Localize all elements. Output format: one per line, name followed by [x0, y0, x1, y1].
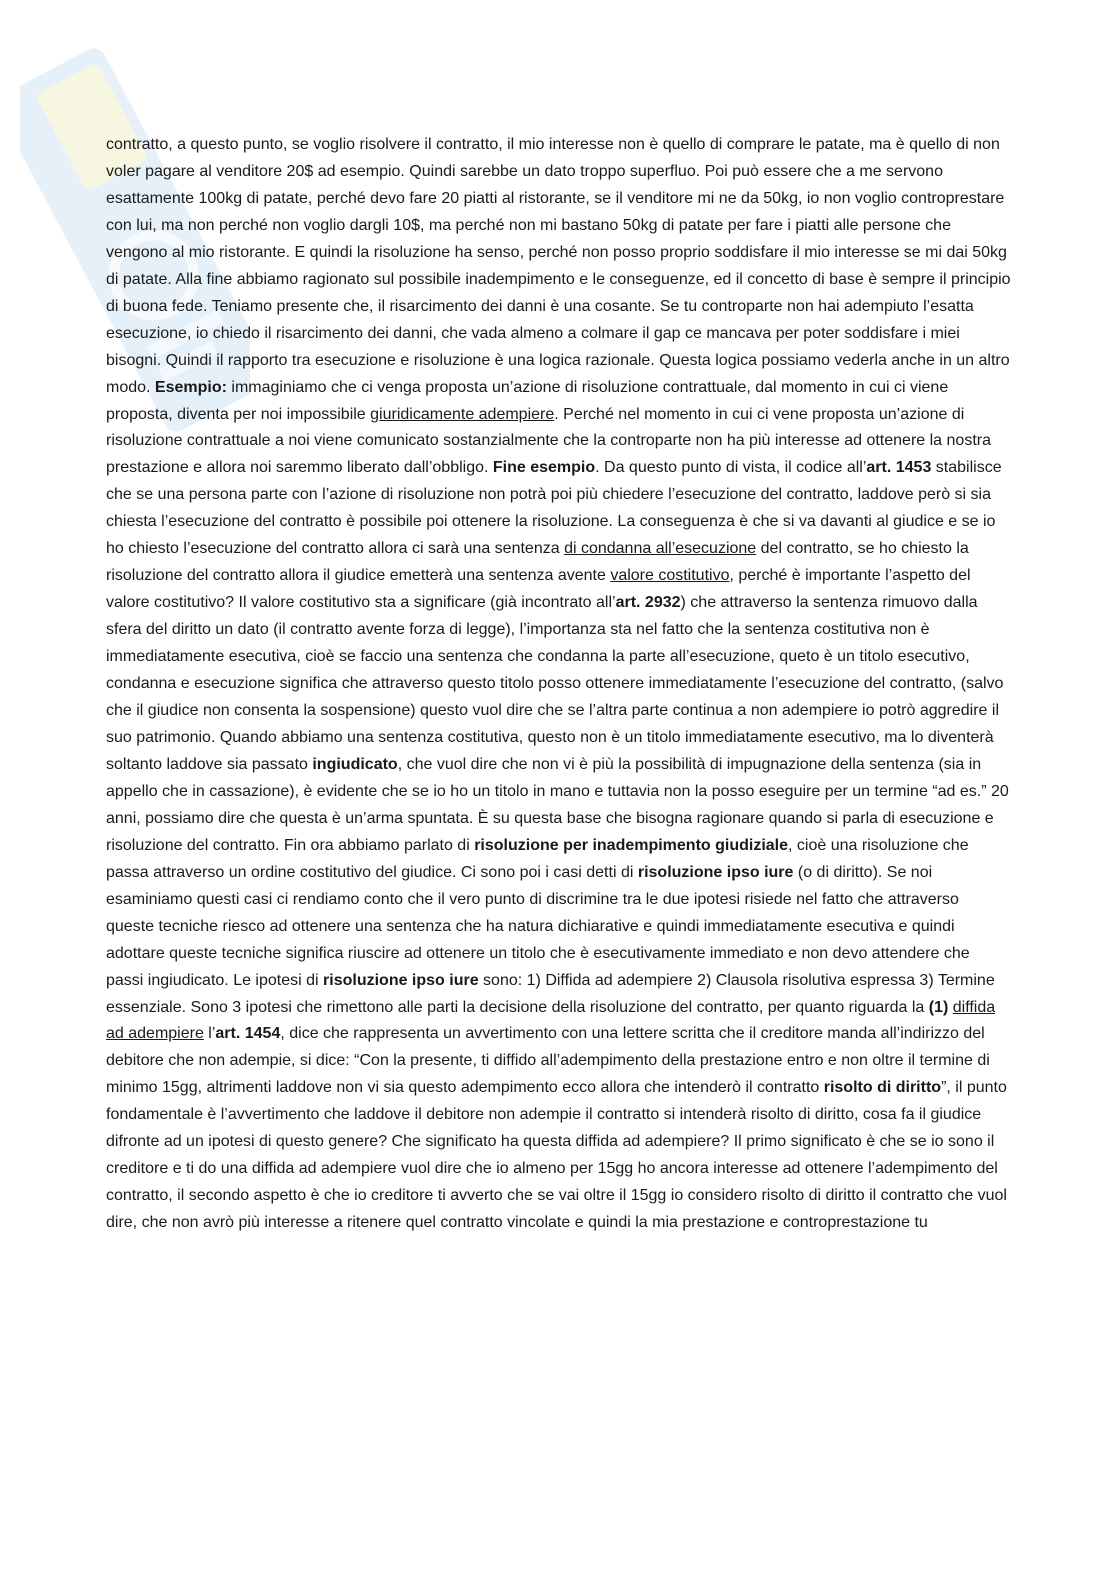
- text-run: l’: [203, 1025, 216, 1043]
- underlined-text: diffida ad adempiere: [106, 998, 996, 1043]
- bold-text: risoluzione per inadempimento giudiziale: [474, 836, 789, 854]
- bold-text: risoluzione ipso iure: [323, 971, 479, 989]
- bold-text: risoluzione ipso iure: [637, 863, 794, 881]
- bold-text: ingiudicato: [312, 755, 398, 773]
- bold-text: art. 2932: [615, 594, 681, 612]
- underlined-text: di condanna all’esecuzione: [564, 540, 757, 558]
- text-run: , perché è importante l’aspetto del valore costitutivo? Il valore costitutivo sta a significare (già incontrato all’: [106, 567, 971, 612]
- text-run: , dice che rappresenta un avvertimento con una lettere scritta che il creditore manda all’indirizzo del debitore che non adempie, si dice: “Con la presente, ti diffido all’adempimento della prestazione entro e non oltre il termine di minimo 15gg, altrimenti laddove non vi sia questo adempimento ecco allora che intenderò il contratto: [106, 1025, 990, 1097]
- bold-text: art. 1454: [215, 1025, 281, 1043]
- underlined-text: valore costitutivo: [610, 567, 730, 585]
- bold-text: Fine esempio: [492, 459, 596, 477]
- bold-text: Esempio:: [154, 378, 227, 396]
- text-run: , che vuol dire che non vi è più la possibilità di impugnazione della sentenza (sia in appello che in cassazione), è evidente che se io ho un titolo in mano e tuttavia non la posso eseguire per un termine “ad es.” 20 anni, possiamo dire che questa è un’arma spuntata. È su questa base che bisogna ragionare quando si parla di esecuzione e risoluzione del contratto. Fin ora abbiamo parlato di: [106, 755, 1009, 854]
- bold-text: (1): [928, 998, 949, 1016]
- text-run: del contratto, se ho chiesto la risoluzione del contratto allora il giudice emetterà una sentenza avente: [106, 540, 969, 585]
- body-paragraph: [106, 132, 1011, 1237]
- underlined-text: giuridicamente adempiere: [370, 405, 555, 423]
- text-run: ”, il punto fondamentale è l’avvertimento che laddove il debitore non adempie il contratto si intenderà risolto di diritto, cosa fa il giudice difronte ad un ipotesi di questo genere? Che significato ha questa diffida ad adempiere? Il primo significato è che se io sono il creditore e ti do una diffida ad adempiere vuol dire che io almeno per 15gg ho ancora interesse ad ottenere l’adempimento del contratto, il secondo aspetto è che io creditore ti avverto che se vai oltre il 15gg io considero risolto di diritto il contratto che vuol dire, che non avrò più interesse a ritenere quel contratto vincolate e quindi la mia prestazione e controprestazione tu: [106, 1079, 1007, 1232]
- text-run: , cioè una risoluzione che passa attraverso un ordine costitutivo del giudice. Ci sono poi i casi detti di: [106, 836, 969, 881]
- text-run: (o di diritto). Se noi esaminiamo questi casi ci rendiamo conto che il vero punto di discrimine tra le due ipotesi risiede nel fatto che attraverso queste tecniche riesco ad ottenere una sentenza che ha natura dichiarative e quindi immediatamente esecutiva e quindi adottare queste tecniche significa riuscire ad ottenere un titolo che è esecutivamente immediato e non devo attendere che passi ingiudicato. Le ipotesi di: [106, 863, 970, 989]
- text-run: stabilisce che se una persona parte con l’azione di risoluzione non potrà poi più chiedere l’esecuzione del contratto, laddove però si sia chiesta l’esecuzione del contratto è possibile poi ottenere la risoluzione. La conseguenza è che si va davanti al giudice e se io ho chiesto l’esecuzione del contratto allora ci sarà una sentenza: [106, 459, 1002, 558]
- text-run: ) che attraverso la sentenza rimuovo dalla sfera del diritto un dato (il contratto avente forza di legge), l’importanza sta nel fatto che la sentenza costitutiva non è immediatamente esecutiva, cioè se faccio una sentenza che condanna la parte all’esecuzione, queto è un titolo esecutivo, condanna e esecuzione significa che attraverso questo titolo posso ottenere immediatamente l’esecuzione del contratto, (salvo che il giudice non consenta la sospensione) questo vuol dire che se l’altra parte continua a non adempiere io potrò aggredire il suo patrimonio. Quando abbiamo una sentenza costitutiva, questo non è un titolo immediatamente esecutivo, ma lo diventerà soltanto laddove sia passato: [106, 594, 1004, 773]
- document-body: [106, 132, 1011, 1237]
- text-run: . Perché nel momento in cui ci vene proposta un’azione di risoluzione contrattuale a noi viene comunicato sostanzialmente che la controparte non ha più interesse ad ottenere la nostra prestazione e allora noi saremmo liberato dall’obbligo.: [106, 405, 991, 477]
- bold-text: risolto di diritto: [823, 1079, 942, 1097]
- text-run: contratto, a questo punto, se voglio risolvere il contratto, il mio interesse non è quello di comprare le patate, ma è quello di non voler pagare al venditore 20$ ad esempio. Quindi sarebbe un dato troppo superfluo. Poi può essere che a me servono esattamente 100kg di patate, perché devo fare 20 piatti al ristorante, se il venditore mi ne da 50kg, io non voglio controprestare con lui, ma non perché non voglio dargli 10$, ma perché non mi bastano 50kg di patate per fare i piatti alle persone che vengono al mio ristorante. E quindi la risoluzione ha senso, perché non posso proprio soddisfare il mio interesse se mi dai 50kg di patate. Alla fine abbiamo ragionato sul possibile inadempimento e le conseguenze, ed il concetto di base è sempre il principio di buona fede. Teniamo presente che, il risarcimento dei danni è una cosante. Se tu controparte non hai adempiuto l’esatta esecuzione, io chiedo il risarcimento dei danni, che vada almeno a colmare il gap ce mancava per poter soddisfare i miei bisogni. Quindi il rapporto tra esecuzione e risoluzione è una logica razionale. Questa logica possiamo vederla anche in un altro modo.: [106, 136, 1011, 396]
- text-run: immaginiamo che ci venga proposta un’azione di risoluzione contrattuale, dal momento in cui ci viene proposta, diventa per noi impossibile: [106, 378, 949, 423]
- text-run: sono: 1) Diffida ad adempiere 2) Clausola risolutiva espressa 3) Termine essenziale. Sono 3 ipotesi che rimettono alle parti la decisione della risoluzione del contratto, per quanto riguarda la: [106, 971, 995, 1016]
- text-run: . Da questo punto di vista, il codice all’: [595, 459, 867, 477]
- bold-text: art. 1453: [866, 459, 932, 477]
